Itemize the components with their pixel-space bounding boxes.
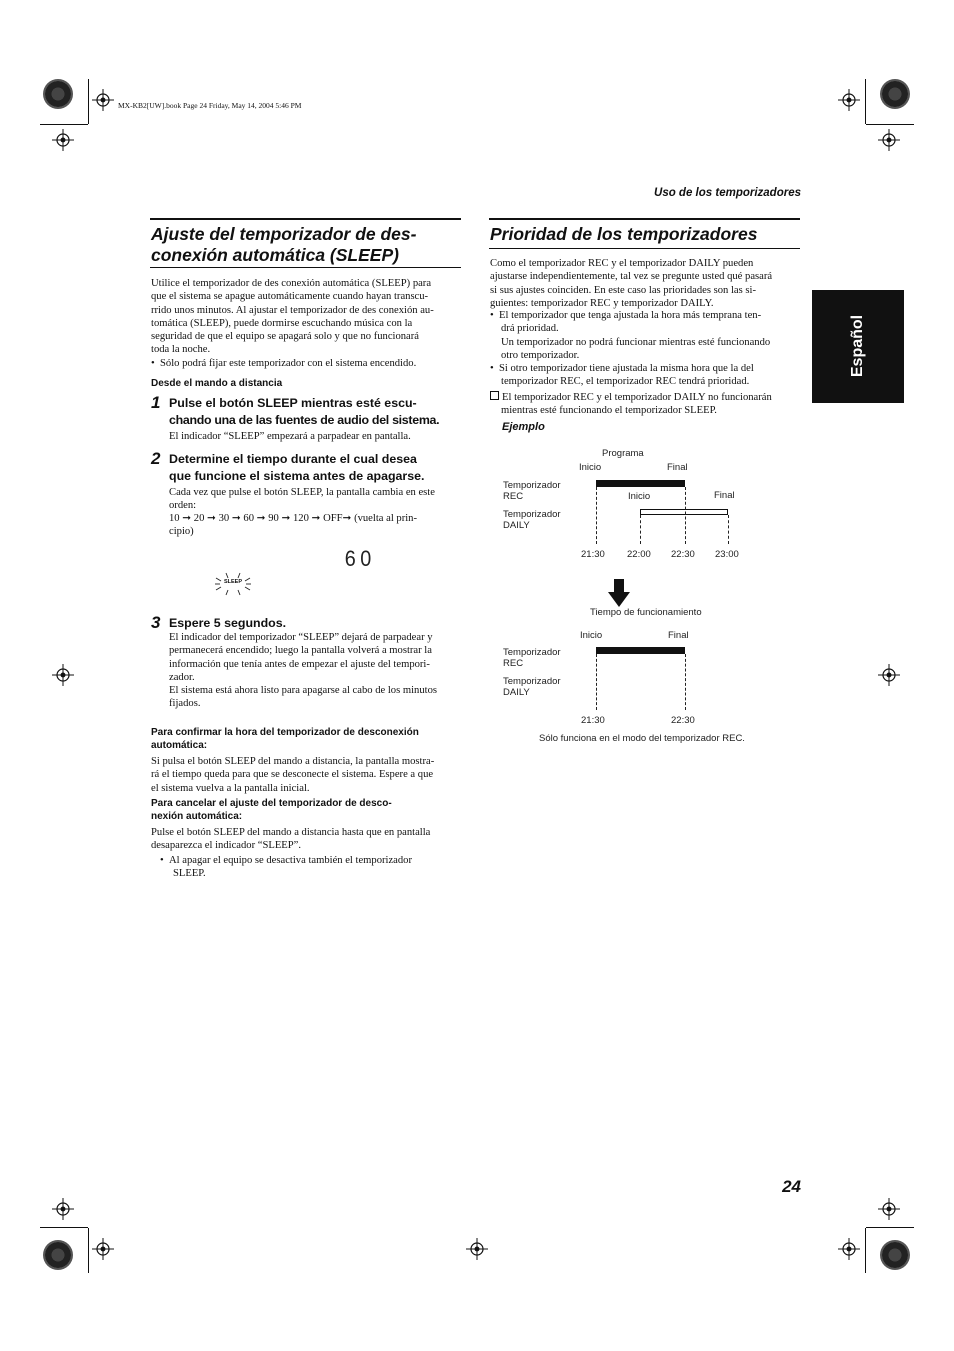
crop-mark	[40, 124, 88, 125]
crosshair-mark-icon	[52, 129, 74, 151]
programa-label: Programa	[602, 448, 644, 459]
crop-mark	[865, 1228, 866, 1273]
crop-mark	[88, 79, 89, 124]
section-rule-top	[150, 218, 461, 220]
time-tick: 21:30	[581, 715, 605, 726]
rec-row-label: Temporizador REC	[503, 647, 561, 669]
time-tick: 23:00	[715, 549, 739, 560]
registration-disc-bottom-left	[43, 1240, 73, 1270]
priority-note: El temporizador REC y el temporizador DAILY no funcionarán mientras esté funcionando el temporizador SLEEP.	[490, 391, 800, 418]
crosshair-mark-icon	[878, 1198, 900, 1220]
section-title: Ajuste del temporizador de des- conexión automática (SLEEP)	[151, 224, 417, 265]
arrow-right-icon: ➞	[311, 513, 321, 524]
running-header: Uso de los temporizadores	[654, 187, 801, 199]
daily-row-label: Temporizador DAILY	[503, 676, 561, 698]
guide-line	[596, 654, 597, 710]
guide-line	[728, 515, 729, 544]
time-tick: 22:00	[627, 549, 651, 560]
registration-disc-top-right	[880, 79, 910, 109]
arrow-right-icon: ➞	[342, 513, 352, 524]
crosshair-mark-icon	[878, 129, 900, 151]
right-section-title: Prioridad de los temporizadores	[490, 224, 758, 244]
priority-bullet-1: • El temporizador que tenga ajustada la hora más temprana ten- drá prioridad. Un temporizador no podrá funcionar mientras esté funcionando otro temporizador.	[490, 310, 771, 361]
inicio-label: Inicio	[579, 462, 602, 473]
crosshair-mark-icon	[466, 1238, 488, 1260]
guide-line	[640, 515, 641, 544]
priority-intro: Como el temporizador REC y el temporizador DAILY pueden ajustarse independientemente, tal vez se pregunte usted qué pasará si sus ajustes coinciden. En este caso las prioridades son las si- guientes: temporizador REC y temporizador DAILY.	[490, 258, 773, 309]
step-2-body: Cada vez que pulse el botón SLEEP, la pantalla cambia en este orden:	[169, 487, 435, 512]
time-tick: 22:30	[671, 715, 695, 726]
inicio-label-daily: Inicio	[628, 491, 651, 502]
inicio-label: Inicio	[580, 630, 603, 641]
language-tab-label: Español	[849, 314, 866, 378]
guide-line	[685, 654, 686, 710]
diagram-2-footnote: Sólo funciona en el modo del temporizador REC.	[539, 733, 745, 744]
display-readout: 60	[344, 546, 376, 571]
registration-disc-top-left	[43, 79, 73, 109]
priority-bullet-2: • Si otro temporizador tiene ajustada la misma hora que la del temporizador REC, el temporizador REC tendrá prioridad.	[490, 363, 754, 388]
bullet-icon: •	[160, 855, 170, 866]
crop-mark	[865, 79, 866, 124]
step-2-title: Determine el tiempo durante el cual desea que funcione el sistema antes de apagarse.	[169, 452, 425, 483]
confirm-body: Si pulsa el botón SLEEP del mando a distancia, la pantalla mostra- rá el tiempo queda para que se desconecte el sistema. Espere a que el sistema vuelva a la pantalla inicial.	[151, 756, 435, 794]
daily-bar	[640, 509, 728, 515]
intro-bullet: • Sólo podrá fijar este temporizador con el sistema encendido.	[151, 358, 417, 369]
final-label: Final	[667, 462, 688, 473]
sleep-indicator-icon: SLEEP	[212, 570, 254, 598]
bullet-icon: •	[490, 310, 500, 321]
crosshair-mark-icon	[52, 664, 74, 686]
note-box-icon	[490, 391, 499, 400]
page-number: 24	[782, 1177, 801, 1196]
sleep-sequence-tail: cipio)	[169, 526, 194, 537]
crop-mark	[866, 124, 914, 125]
rec-bar	[596, 647, 685, 654]
diagram-2-caption: Tiempo de funcionamiento	[590, 607, 702, 618]
rec-bar	[596, 480, 685, 487]
section-rule-bottom	[150, 267, 461, 268]
arrow-right-icon: ➞	[231, 513, 241, 524]
final-label: Final	[668, 630, 689, 641]
step-1-number: 1	[151, 393, 161, 412]
crop-mark	[40, 1227, 88, 1228]
bullet-icon: •	[151, 358, 161, 369]
arrow-right-icon: ➞	[281, 513, 291, 524]
crosshair-mark-icon	[92, 1238, 114, 1260]
step-2-number: 2	[151, 449, 161, 468]
registration-disc-bottom-right	[880, 1240, 910, 1270]
example-label: Ejemplo	[502, 421, 545, 433]
step-1-title: Pulse el botón SLEEP mientras esté escu- chando una de las fuentes de audio del sistema.	[169, 396, 440, 427]
crosshair-mark-icon	[838, 89, 860, 111]
right-section-rule-top	[489, 218, 800, 220]
remote-heading: Desde el mando a distancia	[151, 378, 283, 389]
guide-line	[685, 487, 686, 544]
time-tick: 22:30	[671, 549, 695, 560]
cancel-bullet: • Al apagar el equipo se desactiva también el temporizador SLEEP.	[160, 855, 412, 880]
daily-row-label: Temporizador DAILY	[503, 509, 561, 531]
cancel-body: Pulse el botón SLEEP del mando a distancia hasta que en pantalla desaparezca el indicador “SLEEP”.	[151, 827, 431, 852]
confirm-heading: Para confirmar la hora del temporizador de desconexión automática:	[151, 727, 419, 751]
rec-row-label: Temporizador REC	[503, 480, 561, 502]
cancel-heading: Para cancelar el ajuste del temporizador de desco- nexión automática:	[151, 798, 392, 822]
step-3-body: El indicador del temporizador “SLEEP” dejará de parpadear y permanecerá encendido; luego la pantalla volverá a mostrar la información que tenía antes de empezar el ajuste del tempori- zador. El sistema está ahora listo para apagarse al cabo de los minutos fijados.	[169, 632, 437, 710]
step-3-number: 3	[151, 613, 161, 632]
time-tick: 21:30	[581, 549, 605, 560]
crop-mark	[866, 1227, 914, 1228]
step-3-title: Espere 5 segundos.	[169, 616, 287, 630]
crosshair-mark-icon	[52, 1198, 74, 1220]
crosshair-mark-icon	[92, 89, 114, 111]
final-label-daily: Final	[714, 490, 735, 501]
arrow-right-icon: ➞	[207, 513, 216, 524]
sleep-intro: Utilice el temporizador de des conexión automática (SLEEP) para que el sistema se apague automáticamente cuando hayan transcu- rrido unos minutos. Al ajustar el temporizador de des conexión au- tomática (SLEEP), puede dormirse escuchando música con la seguridad de que el equipo se apagará solo y que no funcionará toda la noche.	[151, 278, 434, 356]
arrow-right-icon: ➞	[256, 513, 266, 524]
crosshair-mark-icon	[878, 664, 900, 686]
language-tab	[812, 290, 904, 403]
crop-mark	[88, 1228, 89, 1273]
arrow-right-icon: ➞	[182, 513, 192, 524]
sleep-sequence: 10 ➞ 20 ➞ 30 ➞ 60 ➞ 90 ➞ 120 ➞ OFF➞ (vuelta al prin-	[169, 513, 418, 524]
step-1-body: El indicador “SLEEP” empezará a parpadear en pantalla.	[169, 431, 411, 442]
crosshair-mark-icon	[838, 1238, 860, 1260]
file-info-line: MX-KB2[UW].book Page 24 Friday, May 14, 2004 5:46 PM	[118, 101, 302, 110]
guide-line	[596, 487, 597, 544]
bullet-icon: •	[490, 363, 500, 374]
arrow-down-icon	[608, 579, 630, 607]
right-section-rule-bottom	[489, 248, 800, 249]
